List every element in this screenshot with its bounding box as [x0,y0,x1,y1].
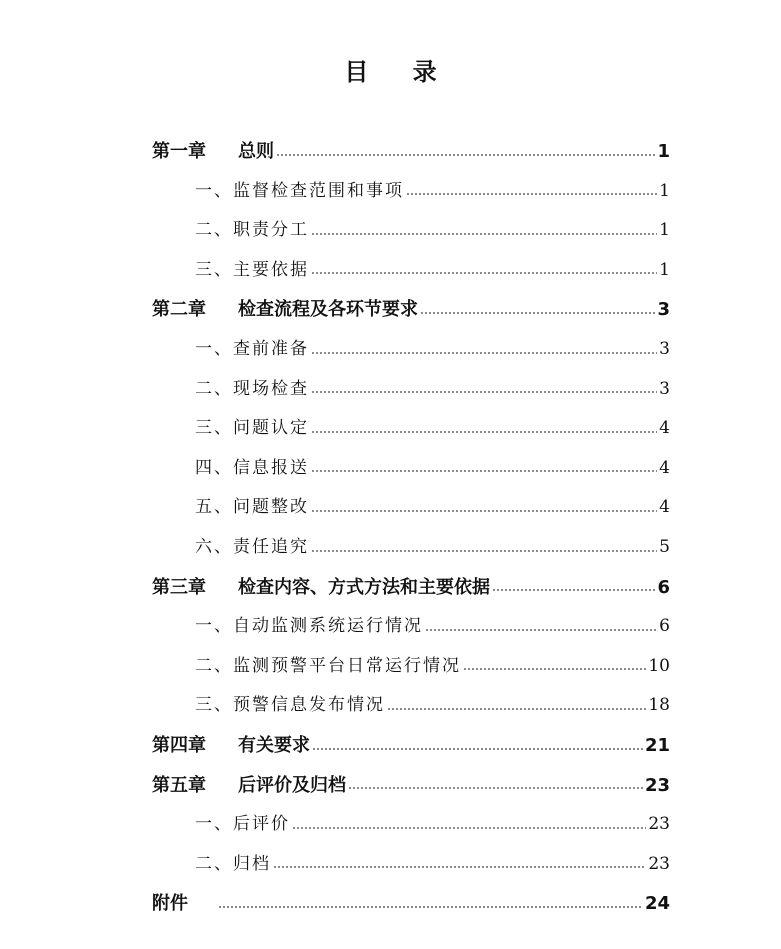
page-number: 1 [659,259,670,280]
dot-leader [312,748,643,750]
page-number: 4 [659,497,670,518]
page-title: 目 录 [344,58,455,86]
dot-leader [311,391,657,393]
toc-section[interactable] [152,607,670,647]
dot-leader [273,866,646,868]
toc-section[interactable] [152,251,670,291]
toc-chapter-3[interactable] [152,568,670,608]
section-title: 一、自动监测系统运行情况 [195,616,423,637]
toc-section[interactable] [152,647,670,687]
toc-section[interactable] [152,370,670,410]
table-of-contents [152,132,670,924]
chapter-title: 后评价及归档 [238,774,346,796]
dot-leader [425,629,657,631]
chapter-number: 第四章 [152,734,206,756]
appendix-label: 附件 [152,893,188,915]
dot-leader [463,668,646,670]
chapter-title: 有关要求 [238,734,310,756]
toc-chapter-5[interactable] [152,766,670,806]
page-number: 18 [648,695,670,716]
section-title: 三、问题认定 [195,418,309,439]
dot-leader [218,906,643,908]
toc-section[interactable] [152,172,670,212]
chapter-number: 第三章 [152,576,206,598]
page-number: 1 [659,180,670,201]
page-number: 3 [659,338,670,359]
dot-leader [311,352,657,354]
dot-leader [348,787,643,789]
section-title: 三、预警信息发布情况 [195,695,385,716]
toc-chapter-1[interactable] [152,132,670,172]
page-number: 4 [659,418,670,439]
toc-section[interactable] [152,211,670,251]
page-number: 1 [657,141,670,162]
section-title: 二、现场检查 [195,378,309,399]
page-number: 6 [659,616,670,637]
page-number: 3 [657,299,670,321]
dot-leader [420,312,655,314]
page-number: 4 [659,457,670,478]
chapter-number: 第二章 [152,299,206,321]
page-number: 23 [644,774,670,796]
chapter-title: 检查流程及各环节要求 [238,299,418,321]
toc-section[interactable] [152,845,670,885]
dot-leader [492,589,655,591]
toc-section[interactable] [152,330,670,370]
page-number: 1 [659,220,670,241]
page-number: 10 [648,655,670,676]
toc-chapter-4[interactable] [152,726,670,766]
chapter-number: 第五章 [152,774,206,796]
chapter-title: 总则 [238,141,274,162]
dot-leader [406,193,657,195]
section-title: 一、后评价 [195,814,290,835]
dot-leader [276,154,655,156]
section-title: 一、监督检查范围和事项 [195,180,404,201]
section-title: 二、归档 [195,853,271,874]
page-number: 24 [644,893,670,915]
page-number: 3 [659,378,670,399]
chapter-number: 第一章 [152,141,206,162]
section-title: 二、职责分工 [195,220,309,241]
page-number: 23 [648,853,670,874]
page-number: 21 [644,734,670,756]
dot-leader [311,272,657,274]
dot-leader [311,470,657,472]
page-number: 5 [659,536,670,557]
section-title: 六、责任追究 [195,536,309,557]
dot-leader [311,431,657,433]
page-number: 23 [648,814,670,835]
section-title: 三、主要依据 [195,259,309,280]
toc-section[interactable] [152,528,670,568]
chapter-title: 检查内容、方式方法和主要依据 [238,576,490,598]
section-title: 二、监测预警平台日常运行情况 [195,655,461,676]
toc-section[interactable] [152,488,670,528]
dot-leader [292,827,646,829]
section-title: 五、问题整改 [195,497,309,518]
toc-section[interactable] [152,686,670,726]
toc-section[interactable] [152,805,670,845]
section-title: 一、查前准备 [195,338,309,359]
toc-chapter-2[interactable] [152,290,670,330]
dot-leader [387,708,646,710]
dot-leader [311,550,657,552]
toc-section[interactable] [152,409,670,449]
dot-leader [311,233,657,235]
section-title: 四、信息报送 [195,457,309,478]
toc-appendix[interactable] [152,884,670,924]
page-number: 6 [657,576,670,598]
toc-section[interactable] [152,449,670,489]
dot-leader [311,510,657,512]
